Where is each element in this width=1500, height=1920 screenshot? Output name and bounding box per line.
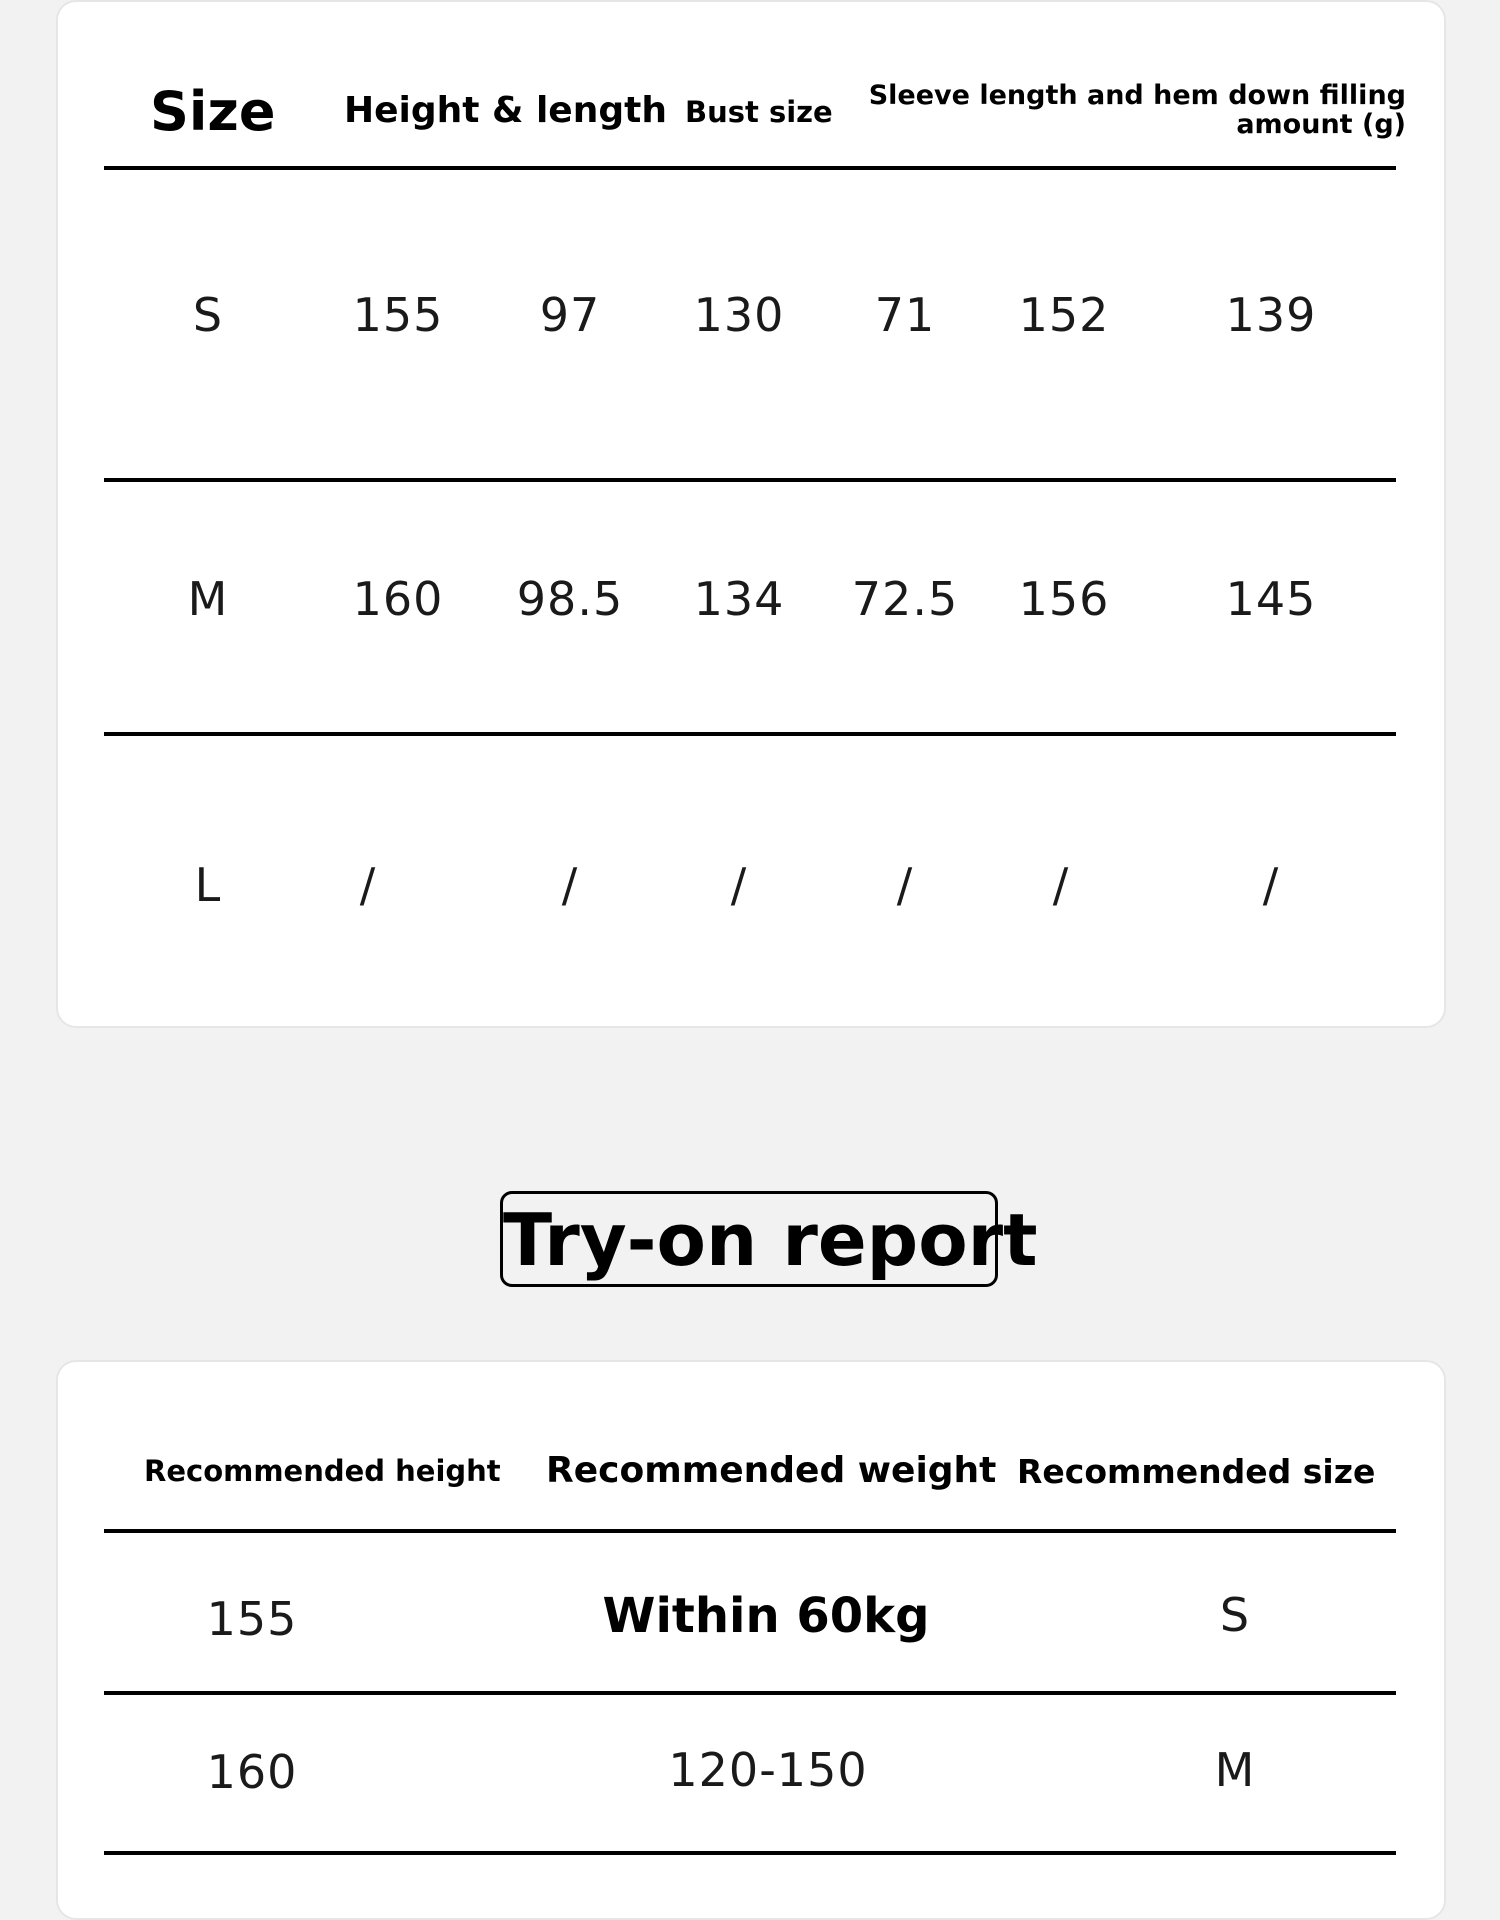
value-cell: 72.5: [851, 572, 959, 626]
value-cell: 160: [352, 572, 444, 626]
report-header-rule: [104, 1529, 1396, 1533]
recommended-weight-cell: 120-150: [668, 1743, 868, 1797]
recommended-size-cell: S: [1219, 1588, 1251, 1642]
value-cell: /: [561, 858, 579, 912]
size-cell: L: [194, 858, 222, 912]
header-height-length: Height & length: [344, 90, 667, 131]
value-cell: /: [1262, 858, 1280, 912]
row-rule: [104, 1851, 1396, 1855]
value-cell: 152: [1018, 288, 1110, 342]
value-cell: 155: [352, 288, 444, 342]
size-cell: S: [192, 288, 224, 342]
try-on-report-title-box: [500, 1191, 1038, 1287]
value-cell: 97: [539, 288, 601, 342]
value-cell: 139: [1225, 288, 1317, 342]
value-cell: 71: [874, 288, 936, 342]
header-sleeve-line2: amount (g): [1236, 109, 1406, 140]
size-table-card: [56, 0, 1446, 1028]
value-cell: 130: [693, 288, 785, 342]
value-cell: /: [896, 858, 914, 912]
row-rule: [104, 732, 1396, 736]
header-size: Size: [150, 80, 276, 143]
value-cell: 145: [1225, 572, 1317, 626]
header-bust-size: Bust size: [685, 95, 833, 129]
value-cell: /: [730, 858, 748, 912]
recommended-height-cell: 160: [206, 1745, 298, 1799]
header-sleeve-line1: Sleeve length and hem down filling: [868, 80, 1406, 111]
row-rule: [104, 478, 1396, 482]
recommended-weight-cell: Within 60kg: [602, 1588, 930, 1644]
header-rule: [104, 166, 1396, 170]
value-cell: 134: [693, 572, 785, 626]
value-cell: /: [359, 858, 377, 912]
header-recommended-size: Recommended size: [1017, 1452, 1376, 1491]
value-cell: 156: [1018, 572, 1110, 626]
header-recommended-weight: Recommended weight: [546, 1450, 997, 1491]
value-cell: /: [1052, 858, 1070, 912]
size-cell: M: [187, 572, 229, 626]
value-cell: 98.5: [516, 572, 624, 626]
try-on-report-title: Try-on report: [503, 1198, 1038, 1282]
header-recommended-height: Recommended height: [144, 1454, 501, 1488]
recommended-height-cell: 155: [206, 1592, 298, 1646]
recommended-size-cell: M: [1214, 1743, 1256, 1797]
row-rule: [104, 1691, 1396, 1695]
